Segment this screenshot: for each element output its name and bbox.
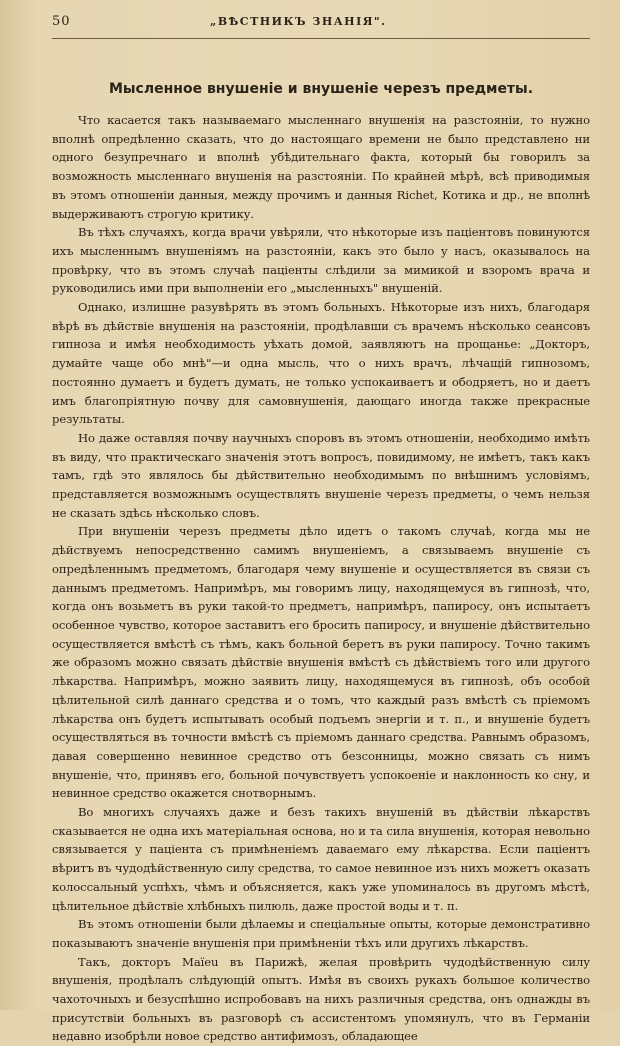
journal-title: „ВѢСТНИКЪ ЗНАНІЯ".: [210, 15, 387, 28]
paragraph: Въ этомъ отношеніи были дѣлаемы и спеціальные опыты, которые демонстративно показываютъ значеніе внушенія при примѣненіи тѣхъ или другихъ лѣкарствъ.: [52, 917, 590, 950]
paragraph: Въ тѣхъ случаяхъ, когда врачи увѣряли, что нѣкоторые изъ пацiентовъ повинуются ихъ мысленнымъ внушеніямъ на разстояніи, какъ это было у насъ, оказывалось на провѣрку, что въ этомъ случаѣ пацiенты слѣдили за мимикой и взоромъ врача и руководились ими при выполненіи его „мысленныхъ" внушеній.: [52, 225, 590, 296]
paragraph: Что касается такъ называемаго мысленнаго внушенія на разстояніи, то нужно вполнѣ опредѣленно сказать, что до настоящаго времени не было представлено ни одного безупречнаго и вполнѣ убѣдительнаго факта, который бы говорилъ за возможность мысленнаго внушенія на разстояніи. По крайней мѣрѣ, всѣ приводимыя въ этомъ отношеніи данныя, между прочимъ и данныя Richet, Котика и др., не вполнѣ выдерживаютъ строгую критику.: [52, 113, 590, 221]
page-number: 50: [52, 14, 71, 29]
article-title: Мысленное внушеніе и внушеніе черезъ предметы.: [108, 81, 534, 97]
article-body: [52, 111, 590, 1046]
paragraph: Такъ, докторъ Maïeu въ Парижѣ, желая провѣрить чудодѣйственную силу внушенія, продѣлалъ слѣдующій опытъ. Имѣя въ своихъ рукахъ большое количество чахоточныхъ и безуспѣшно испробовавъ на нихъ различныя средства, онъ однажды въ присутствіи больныхъ въ разговорѣ съ ассистентомъ упомянулъ, что въ Германіи недавно изобрѣли новое средство антифимозъ, обладающее: [52, 954, 590, 1044]
paragraph: Но даже оставляя почву научныхъ споровъ въ этомъ отношеніи, необходимо имѣть въ виду, что практическаго значенія этотъ вопросъ, повидимому, не имѣетъ, такъ какъ тамъ, гдѣ это являлось бы дѣйствительно необходимымъ по внѣшнимъ условіямъ, представляется возможнымъ осуществлять внушеніе черезъ предметы, о чемъ нельзя не сказать здѣсь нѣсколько словъ.: [52, 430, 590, 520]
paragraph: Во многихъ случаяхъ даже и безъ такихъ внушеній въ дѣйствіи лѣкарствъ сказывается не одна ихъ матеріальная основа, но и та сила внушенія, которая невольно связывается у пацiента съ примѣненіемъ даваемаго ему лѣкарства. Если пацiентъ вѣритъ въ чудодѣйственную силу средства, то самое невинное изъ нихъ можетъ оказать колоссальный успѣхъ, чѣмъ и объясняется, какъ уже упоминалось въ другомъ мѣстѣ, цѣлительное дѣйствіе хлѣбныхъ пилюль, даже простой воды и т. п.: [52, 805, 590, 913]
running-head: [52, 14, 590, 39]
paragraph: При внушеніи черезъ предметы дѣло идетъ о такомъ случаѣ, когда мы не дѣйствуемъ непосредственно самимъ внушеніемъ, а связываемъ внушеніе съ опредѣленнымъ предметомъ, благодаря чему внушеніе и осуществляется въ связи съ даннымъ предметомъ. Напримѣръ, мы говоримъ лицу, находящемуся въ гипнозѣ, что, когда онъ возьметъ въ руки такой-то предметъ, напримѣръ, папиросу, онъ испытаетъ особенное чувство, которое заставитъ его бросить папиросу, и внушеніе дѣйствительно осуществляется вмѣстѣ съ тѣмъ, какъ больной беретъ въ руки папиросу. Точно такимъ же образомъ можно связать дѣйствіе внушенія вмѣстѣ съ дѣйствіемъ того или другого лѣкарства. Напримѣръ, можно заявить лицу, находящемуся въ гипнозѣ, объ особой цѣлительной силѣ даннаго средства и о томъ, что каждый разъ вмѣстѣ съ пріемомъ лѣкарства онъ будетъ испытывать особый подъемъ энергіи и т. п., и внушеніе будетъ осуществляться въ точности вмѣстѣ съ пріемомъ даннаго средства. Равнымъ образомъ, давая совершенно невинное средство отъ безсонницы, можно связать съ нимъ внушеніе, что, принявъ его, больной почувствуетъ успокоеніе и наклонность ко сну, и невинное средство окажется снотворнымъ.: [52, 524, 590, 801]
paragraph: Однако, излишне разувѣрять въ этомъ больныхъ. Нѣкоторые изъ нихъ, благодаря вѣрѣ въ дѣйствіе внушенія на разстояніи, продѣлавши съ врачемъ нѣсколько сеансовъ гипноза и имѣя необходимость уѣхать домой, заявляютъ на прощанье: „Докторъ, думайте чаще обо мнѣ"—и одна мысль, что о нихъ врачъ, лѣчащій гипнозомъ, постоянно думаетъ и будетъ думать, не только успокаиваетъ и ободряетъ, но и даетъ имъ благопріятную почву для самовнушенія, дающаго иногда также прекрасные результаты.: [52, 300, 590, 427]
